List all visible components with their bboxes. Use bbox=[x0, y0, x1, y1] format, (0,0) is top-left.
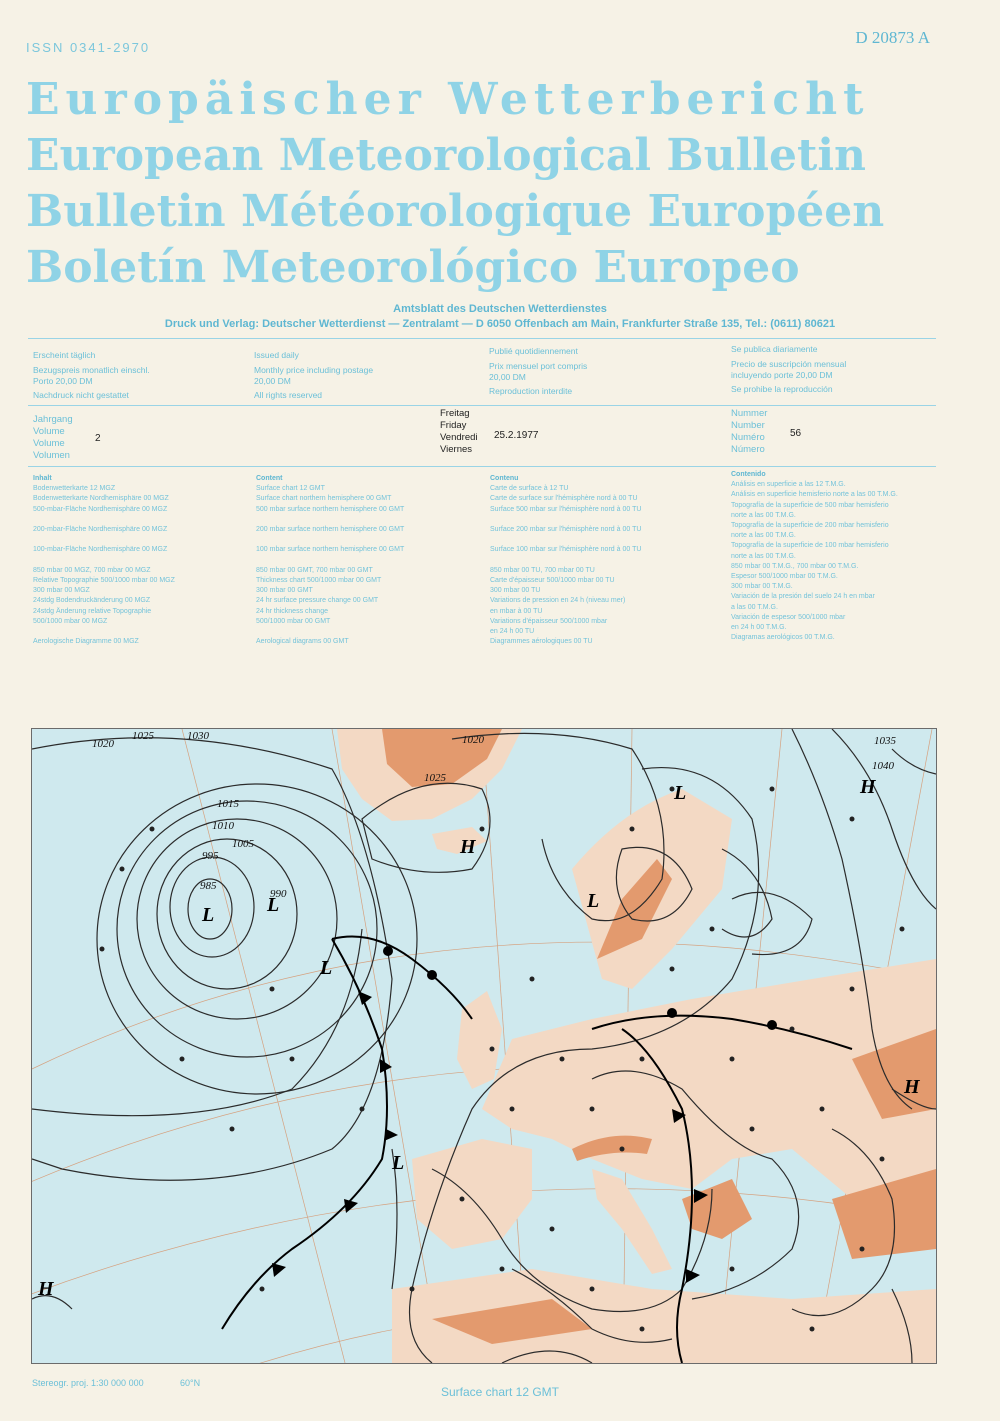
low-center: L bbox=[392, 1152, 405, 1174]
isobar-label: 985 bbox=[200, 880, 217, 892]
british-isles bbox=[457, 991, 502, 1089]
contents-english: Content Surface chart 12 GMT Surface chart northern hemisphere 00 GMT 500 mbar surface northern hemisphere 00 GMT 200 mbar surface northern hemisphere 00 GMT 100 mbar surface northern hemisphere 00 GMT 850 mbar 00 GMT, 700 mbar 00 GMT Thickness chart 500/1000 mbar 00 GMT 300 mbar 00 GMT 24 hr surface pressure change 00 GMT 24 hr thickness change 500/1000 mbar 00 GMT Aerological diagrams 00 GMT bbox=[256, 475, 405, 646]
price-text: Monthly price including postage 20,00 DM bbox=[254, 365, 374, 386]
high-center: H bbox=[904, 1076, 920, 1098]
isobar bbox=[892, 749, 936, 774]
issue-date: 25.2.1977 bbox=[494, 430, 539, 441]
rights-text: Se prohibe la reproducción bbox=[731, 384, 833, 394]
surface-chart-map bbox=[31, 728, 937, 1364]
high-center: H bbox=[460, 836, 476, 858]
isobar-label: 1035 bbox=[874, 735, 896, 747]
price-text: Prix mensuel port compris 20,00 DM bbox=[489, 361, 588, 382]
contents-german: Inhalt Bodenwetterkarte 12 MGZ Bodenwetterkarte Nordhemisphäre 00 MGZ 500-mbar-Fläche Nordhemisphäre 00 MGZ 200-mbar-Fläche Nordhemisphäre 00 MGZ 100-mbar-Fläche Nordhemisphäre 00 MGZ 850 mbar 00 MGZ, 700 mbar 00 MGZ Relative Topographie 500/1000 mbar 00 MGZ 300 mbar 00 MGZ 24stdg Bodendruckänderung 00 MGZ 24stdg Änderung relative Topographie 500/1000 mbar 00 MGZ Aerologische Diagramme 00 MGZ bbox=[33, 475, 175, 646]
iberia bbox=[412, 1139, 532, 1249]
chart-caption: Surface chart 12 GMT bbox=[440, 1385, 560, 1399]
divider bbox=[28, 405, 936, 406]
isobar-label: 1030 bbox=[187, 730, 209, 742]
isobar-label: 1005 bbox=[232, 838, 254, 850]
high-center: H bbox=[860, 776, 876, 798]
info-column-english bbox=[254, 350, 454, 401]
isobar bbox=[32, 929, 362, 1116]
publisher-line-2: Druck und Verlag: Deutscher Wetterdienst — Zentralamt — D 6050 Offenbach am Main, Frankfurter Straße 135, Tel.: (0611) 80621 bbox=[164, 318, 836, 330]
number-labels: Nummer Number Numéro Número bbox=[731, 408, 768, 455]
issued-text: Se publica diariamente bbox=[731, 344, 818, 354]
surface-chart-svg bbox=[32, 729, 936, 1363]
issued-text: Issued daily bbox=[254, 350, 299, 360]
rights-text: All rights reserved bbox=[254, 390, 323, 400]
info-column-french bbox=[489, 346, 699, 397]
info-column-spanish bbox=[731, 344, 931, 395]
contents-french: Contenu Carte de surface à 12 TU Carte de surface sur l'hémisphère nord à 00 TU Surface 500 mbar sur l'hémisphère nord à 00 TU Surface 200 mbar sur l'hémisphère nord à 00 TU Surface 100 mbar sur l'hémisphère nord à 00 TU 850 mbar 00 TU, 700 mbar 00 TU Carte d'épaisseur 500/1000 mbar 00 TU 300 mbar 00 TU Variations de pression en 24 h (niveau mer) en mbar à 00 TU Variations d'épaisseur 500/1000 mbar en 24 h 00 TU Diagrammes aérologiques 00 TU bbox=[490, 475, 642, 646]
projection-note: Stereogr. proj. 1:30 000 000 bbox=[32, 1378, 144, 1388]
isobar-label: 1020 bbox=[462, 734, 484, 746]
high-center: H bbox=[38, 1278, 54, 1300]
low-center: L bbox=[202, 904, 215, 926]
contents-spanish: Contenido Análisis en superficie a las 12 T.M.G. Análisis en superficie hemisferio norte a las 00 T.M.G. Topografía de la superficie de 500 mbar hemisferio norte a las 00 T.M.G. Topografía de la superficie de 200 mbar hemisferio norte a las 00 T.M.G. Topografía de la superficie de 100 mbar hemisferio norte a las 00 T.M.G. 850 mbar 00 T.M.G., 700 mbar 00 T.M.G. Espesor 500/1000 mbar 00 T.M.G. 300 mbar 00 T.M.G. Variación de la presión del suelo 24 h en mbar a las 00 T.M.G. Variación de espesor 500/1000 mbar en 24 h 00 T.M.G. Diagramas aerológicos 00 T.M.G. bbox=[731, 471, 898, 642]
issn-number: ISSN 0341-2970 bbox=[26, 40, 151, 55]
title-spanish: Boletín Meteorológico Europeo bbox=[26, 242, 800, 293]
volume-value: 2 bbox=[95, 433, 101, 444]
low-center: L bbox=[674, 782, 687, 804]
issued-text: Erscheint täglich bbox=[33, 350, 96, 360]
italy bbox=[592, 1169, 672, 1274]
rights-text: Nachdruck nicht gestattet bbox=[33, 390, 129, 400]
title-english: European Meteorological Bulletin bbox=[26, 130, 867, 181]
issued-text: Publié quotidiennement bbox=[489, 346, 578, 356]
isobar bbox=[732, 892, 812, 954]
title-french: Bulletin Météorologique Européen bbox=[26, 186, 885, 237]
bulletin-titles bbox=[26, 72, 946, 296]
isobar bbox=[832, 729, 936, 909]
isobar-label: 1010 bbox=[212, 820, 234, 832]
publisher-line-1: Amtsblatt des Deutschen Wetterdienstes bbox=[393, 303, 607, 315]
volume-labels: Jahrgang Volume Volume Volumen bbox=[33, 414, 73, 461]
divider bbox=[28, 466, 936, 467]
latitude-note: 60°N bbox=[180, 1378, 201, 1388]
weekday-labels: Freitag Friday Vendredi Viernes bbox=[440, 408, 478, 455]
isobar-label: 1020 bbox=[92, 738, 114, 750]
low-center: L bbox=[267, 894, 280, 916]
info-column-german bbox=[33, 350, 243, 401]
price-text: Precio de suscripción mensual incluyendo porte 20,00 DM bbox=[731, 359, 847, 380]
document-code: D 20873 A bbox=[855, 28, 930, 47]
divider bbox=[28, 338, 936, 339]
low-center: L bbox=[587, 890, 600, 912]
issue-number: 56 bbox=[790, 428, 802, 439]
price-text: Bezugspreis monatlich einschl. Porto 20,00 DM bbox=[33, 365, 150, 386]
isobar-label: 1025 bbox=[132, 730, 154, 742]
isobar-label: 1025 bbox=[424, 772, 446, 784]
isobar-label: 1015 bbox=[217, 798, 239, 810]
title-german: Europäischer Wetterbericht bbox=[26, 74, 870, 125]
isobar-label: 990 bbox=[270, 888, 287, 900]
land-masses bbox=[337, 729, 936, 1363]
isobar-label: 995 bbox=[202, 850, 219, 862]
low-center: L bbox=[320, 957, 333, 979]
isobar-label: 1040 bbox=[872, 760, 894, 772]
rights-text: Reproduction interdite bbox=[489, 386, 573, 396]
